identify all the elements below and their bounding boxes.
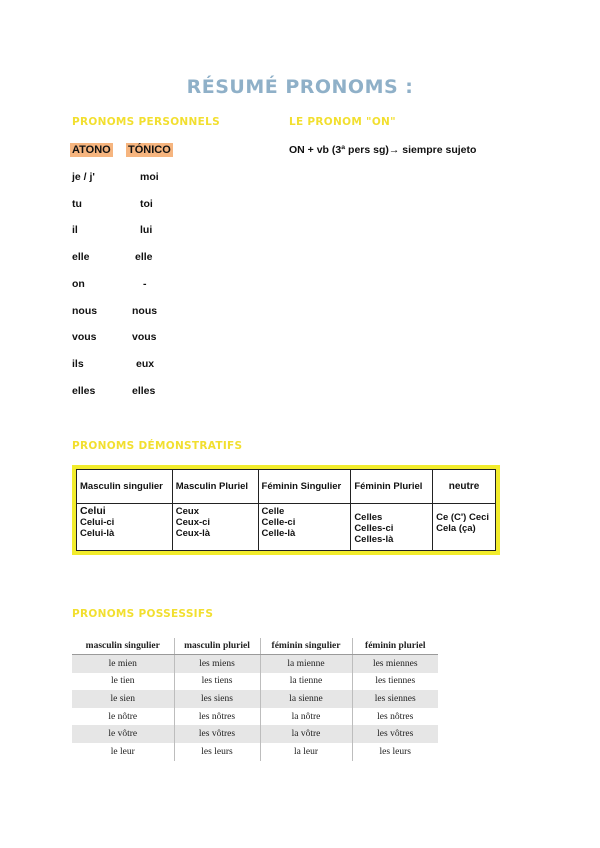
header-masculin-pluriel: Masculin Pluriel [172, 470, 258, 504]
possessifs-heading: PRONOMS POSSESSIFS [72, 608, 214, 620]
header-feminin-pluriel: Féminin Pluriel [351, 470, 433, 504]
table-cell: les nôtres [377, 711, 414, 722]
demonstratifs-table [76, 469, 496, 551]
atono-label: ATONO [72, 144, 111, 156]
header-masculin-pluriel: masculin pluriel [174, 638, 260, 655]
tonico-pronoun: lui [140, 224, 153, 236]
table-cell: la mienne [260, 655, 352, 673]
table-header-row [72, 638, 438, 655]
table-cell: les siens [174, 690, 260, 708]
table-cell: le vôtre [72, 725, 174, 743]
demonstratifs-table-frame [72, 465, 500, 555]
page-title: RÉSUMÉ PRONOMS : [186, 76, 414, 98]
pronoun-form: Celui [80, 505, 106, 517]
atono-pronoun: elles [72, 385, 96, 397]
atono-pronoun: on [72, 278, 85, 290]
header-feminin-singulier: féminin singulier [260, 638, 352, 655]
header-masculin-singulier: Masculin singulier [77, 470, 173, 504]
pronoun-form: Celles-là [354, 534, 394, 545]
pronoun-form: Ce (C') Ceci [436, 512, 490, 523]
header-feminin-pluriel: féminin pluriel [352, 638, 438, 655]
tonico-pronoun: vous [132, 331, 157, 343]
personnels-heading: PRONOMS PERSONNELS [72, 116, 220, 128]
atono-pronoun: elle [72, 251, 90, 263]
cell-neutre [433, 504, 496, 551]
table-row [72, 725, 438, 743]
tonico-pronoun: elle [135, 251, 153, 263]
tonico-pronoun: elles [132, 385, 156, 397]
tonico-pronoun: nous [132, 305, 158, 317]
pronoun-form: Celle-là [261, 528, 296, 539]
cell-masculin-singulier [77, 504, 173, 551]
tonico-label: TÓNICO [128, 144, 171, 156]
table-row [72, 708, 438, 726]
header-feminin-singulier: Féminin Singulier [258, 470, 351, 504]
header-masculin-singulier: masculin singulier [72, 638, 174, 655]
table-row [72, 655, 438, 673]
pronoun-form: Celles [354, 512, 383, 523]
table-cell: la vôtre [260, 725, 352, 743]
table-cell: la sienne [260, 690, 352, 708]
atono-pronoun: ils [72, 358, 84, 370]
pronoun-form: Celle-ci [261, 517, 296, 528]
table-row [72, 673, 438, 691]
pronoun-form: Ceux [175, 506, 199, 517]
pronoun-form: Ceux-ci [175, 517, 211, 528]
tonico-pronoun: - [143, 278, 147, 290]
atono-pronoun: il [72, 224, 78, 236]
table-row [77, 504, 496, 551]
atono-pronoun: je / j' [72, 171, 95, 183]
pronoun-form: Ceux-là [175, 528, 211, 539]
pronoun-form: Celle [261, 506, 285, 517]
header-neutre: neutre [433, 470, 496, 504]
atono-pronoun: vous [72, 331, 97, 343]
cell-masculin-pluriel [172, 504, 258, 551]
pronoun-form: Celles-ci [354, 523, 394, 534]
table-cell: les nôtres [174, 708, 260, 726]
tonico-pronoun: moi [140, 171, 159, 183]
pronoun-form: Cela (ça) [436, 523, 476, 534]
table-cell: les miens [174, 655, 260, 673]
table-cell: les leurs [379, 746, 411, 757]
table-cell: le nôtre [72, 708, 174, 726]
tonico-pronoun: eux [136, 358, 155, 370]
atono-pronoun: nous [72, 305, 98, 317]
table-cell: les vôtres [174, 725, 260, 743]
table-cell: le tien [72, 673, 174, 691]
table-cell: le leur [72, 743, 174, 761]
pronom-on-heading: LE PRONOM "ON" [289, 116, 396, 128]
cell-feminin-pluriel [351, 504, 433, 551]
table-cell: la leur [260, 743, 352, 761]
pronoun-form: Celui-ci [80, 517, 115, 528]
demonstratifs-heading: PRONOMS DÉMONSTRATIFS [72, 440, 243, 452]
table-cell: les leurs [174, 743, 260, 761]
table-cell: les vôtres [352, 725, 438, 743]
table-cell: le mien [72, 655, 174, 673]
table-cell: les tiens [174, 673, 260, 691]
table-cell: les miennes [352, 655, 438, 673]
table-cell: la tienne [260, 673, 352, 691]
possessifs-table [72, 638, 438, 761]
table-row [72, 743, 438, 761]
table-cell: les tiennes [375, 676, 416, 687]
pronom-on-rule: ON + vb (3ª pers sg)→ siempre sujeto [289, 144, 477, 156]
pronoun-form: Celui-là [80, 528, 115, 539]
table-cell: la nôtre [260, 708, 352, 726]
cell-feminin-singulier [258, 504, 351, 551]
table-row [72, 690, 438, 708]
table-cell: les siennes [352, 690, 438, 708]
tonico-pronoun: toi [140, 198, 153, 210]
table-header-row [77, 470, 496, 504]
atono-pronoun: tu [72, 198, 82, 210]
table-cell: le sien [72, 690, 174, 708]
